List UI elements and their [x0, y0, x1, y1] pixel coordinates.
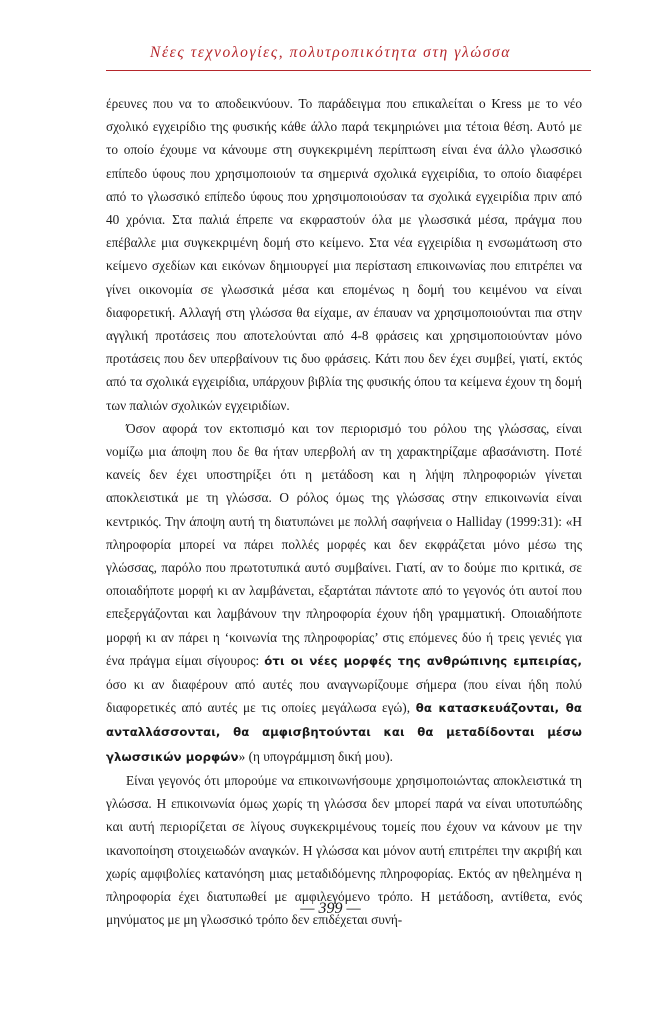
paragraph-2-text-c: » (η υπογράμμιση δική μου). — [238, 748, 393, 764]
paragraph-2-text-b: όσο κι αν διαφέρουν από αυτές που αναγνωρίζουμε σήμερα (που είναι ήδη πολύ διαφορετικές από αυτές με τις οποίες μεγάλωσα εγώ), — [106, 677, 582, 716]
running-head: Νέες τεχνολογίες, πολυτροπικότητα στη γλώσσα — [150, 44, 511, 61]
body-text — [106, 92, 582, 931]
paragraph-1: έρευνες που να το αποδεικνύουν. Το παράδειγμα που επικαλείται ο Kress με το νέο σχολικό εγχειρίδιο της φυσικής κάθε άλλο παρά τεκμηριώνει μια τέτοια θέση. Αυτό με το οποίο έχουμε να κάνουμε στη συγκεκριμένη περίπτωση είναι ένα άλλο γλωσσικό επίπεδο ύφους που χρησιμοποιούν τα σημερινά σχολικά εγχειρίδια, το οποίο διαφέρει από το γλωσσικό επίπεδο ύφους που χρησιμοποιούσαν τα σχολικά εγχειρίδια πριν από 40 χρόνια. Στα παλιά έπρεπε να εκφραστούν όλα με γλωσσικά μέσα, πράγμα που επέβαλλε μια συγκεκριμένη δομή στο κείμενο. Στα νέα εγχειρίδια η ενσωμάτωση στο κείμενο σχεδίων και εικόνων δημιουργεί μια περίσταση επικοινωνίας που επιτρέπει να γίνει οικονομία σε γλωσσικά μέσα και επομένως η δομή του κειμένου να είναι διαφορετική. Αλλαγή στη γλώσσα θα είχαμε, αν έπαυαν να χρησιμοποιούνται πια στην αγγλική προτάσεις που αποτελούνται από 4-8 φράσεις και χρησιμοποιούνταν μόνο προτάσεις που δεν υπερβαίνουν τις δυο φράσεις. Κάτι που δεν έχει συμβεί, γιατί, εκτός από τα σχολικά εγχειρίδια, υπάρχουν βιβλία της φυσικής όπου τα κείμενα έχουν τη δομή των παλιών σχολικών εγχειριδίων. — [106, 96, 582, 413]
page-number: — 399 — — [300, 900, 361, 917]
paragraph-2 — [106, 417, 582, 769]
paragraph-3: Είναι γεγονός ότι μπορούμε να επικοινωνήσουμε χρησιμοποιώντας αποκλειστικά τη γλώσσα. Η επικοινωνία όμως χωρίς τη γλώσσα δεν μπορεί παρά να είναι υποτυπώδης και αυτή περιορίζεται σε λίγους συγκεκριμένους τομείς που έχουν να κάνουν με την ικανοποίηση στοιχειωδών αναγκών. Η γλώσσα και μόνον αυτή επιτρέπει την ακριβή και χωρίς αμφιβολίες κατανόηση μιας μεταδιδόμενης πληροφορίας. Εκτός αν ηθελημένα η πληροφορία έχει διατυπωθεί με αμφιλεγόμενο τρόπο. Η μετάδοση, αντίθετα, ενός μηνύματος με μη γλωσσικό τρόπο δεν επιδέχεται συνή- — [106, 772, 582, 928]
header-rule — [106, 70, 591, 71]
paragraph-2-text-a: Όσον αφορά τον εκτοπισμό και τον περιορισμό του ρόλου της γλώσσας, είναι νομίζω μια άποψη που δε θα ήταν υπερβολή αν τη χαρακτηρίζαμε αβασάνιστη. Ποτέ κανείς δεν έχει υποστηρίξει ότι η μετάδοση και η λήψη πληροφοριών γίνεται αποκλειστικά με τη γλώσσα. Ο ρόλος όμως της γλώσσας στην επικοινωνία είναι κεντρικός. Την άποψη αυτή τη διατυπώνει με πολλή σαφήνεια ο Halliday (1999:31): «Η πληροφορία μπορεί να πάρει πολλές μορφές και δεν εκφράζεται μόνο μέσω της γλώσσας, παρόλο που πρωτοτυπικά αυτό συμβαίνει. Γιατί, αν το δούμε πιο κριτικά, σε οποιαδήποτε μορφή κι αν λαμβάνεται, εξαρτάται πάντοτε από το γεγονός ότι αυτοί που επεξεργάζονται και λαμβάνουν την πληροφορία έχουν ήδη γραμματική. Οποιαδήποτε μορφή κι αν πάρει η ‘κοινωνία της πληροφορίας’ στις επόμενες δύο ή τρεις γενιές για ένα πράγμα είμαι σίγουρος: — [106, 420, 582, 668]
paragraph-2-bold-a: ότι οι νέες μορφές της ανθρώπινης εμπειρίας, — [264, 653, 583, 668]
paragraph-2-bold-b: θα κατασκευάζονται, θα ανταλλάσσονται, θα αμφισβητούνται και θα μεταδίδονται μέσω γλωσσικών μορφών — [106, 701, 582, 764]
